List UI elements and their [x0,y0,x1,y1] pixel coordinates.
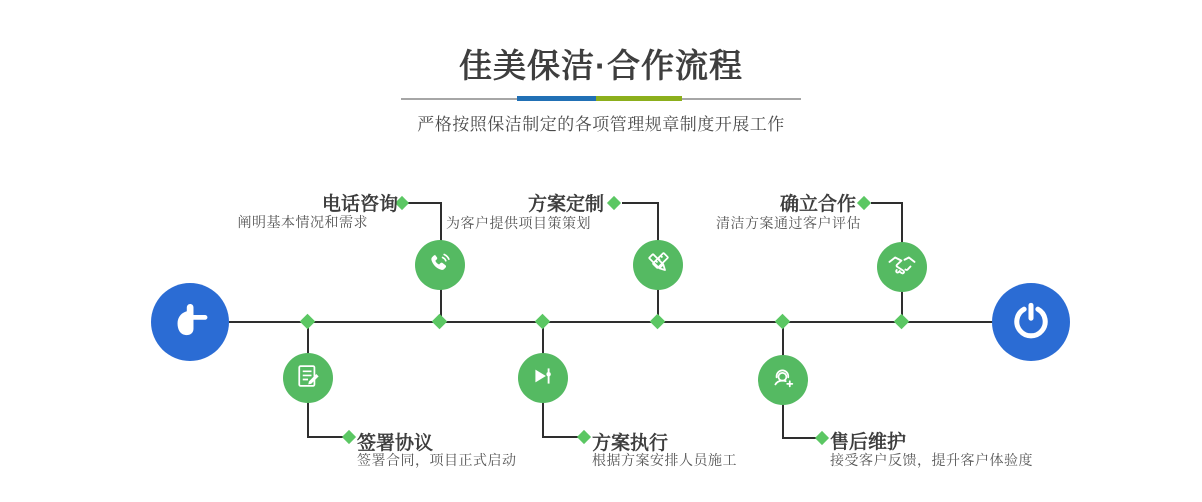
connector-top-1 [407,202,442,204]
step-circle-sign [283,353,333,403]
timeline-diamond-6 [894,314,910,330]
timeline-diamond-2 [432,314,448,330]
step-desc-phone: 阐明基本情况和需求 [237,214,368,230]
start-node [151,283,229,361]
pointing-hand-icon [168,298,212,347]
connector-top-3 [871,202,903,204]
label-diamond-bottom-3 [815,431,829,445]
power-icon [1009,298,1053,347]
step-desc-sign: 签署合同，项目正式启动 [357,452,517,468]
step-desc-aftersales: 接受客户反馈，提升客户体验度 [830,452,1033,468]
step-title-aftersales: 售后维护 [830,432,907,453]
handshake-icon [887,250,917,285]
phone-icon [426,249,454,282]
play-slider-icon [529,362,557,395]
label-diamond-top-3 [857,196,871,210]
connector-bottom-3 [782,437,818,439]
divider-green-segment [596,96,682,101]
document-sign-icon [294,362,322,395]
step-circle-phone [415,240,465,290]
page-subtitle: 严格按照保洁制定的各项管理规章制度开展工作 [417,115,785,134]
connector-top-2 [622,202,659,204]
step-desc-design: 为客户提供项目策策划 [446,215,591,231]
step-circle-handshake [877,242,927,292]
step-circle-aftersales [758,355,808,405]
label-diamond-bottom-2 [577,430,591,444]
timeline-diamond-3 [535,314,551,330]
step-desc-execute: 根据方案安排人员施工 [592,452,737,468]
timeline-diamond-1 [300,314,316,330]
step-title-execute: 方案执行 [592,433,669,454]
timeline-diamond-5 [775,314,791,330]
connector-bottom-2 [542,436,580,438]
title-divider [401,96,801,102]
step-title-phone: 电话咨询 [321,194,398,215]
page-title: 佳美保洁·合作流程 [459,47,743,84]
step-title-design: 方案定制 [527,194,604,215]
step-circle-design [633,240,683,290]
pencil-ruler-icon [644,249,672,282]
step-desc-cooperation: 清洁方案通过客户评估 [716,215,861,231]
step-circle-execute [518,353,568,403]
divider-blue-segment [517,96,596,101]
step-title-sign: 签署协议 [357,433,434,454]
end-node [992,283,1070,361]
timeline [229,321,993,323]
label-diamond-top-2 [607,196,621,210]
label-diamond-bottom-1 [342,430,356,444]
connector-bottom-1 [307,436,345,438]
timeline-diamond-4 [650,314,666,330]
headset-plus-icon [769,364,797,397]
step-title-cooperation: 确立合作 [779,194,856,215]
